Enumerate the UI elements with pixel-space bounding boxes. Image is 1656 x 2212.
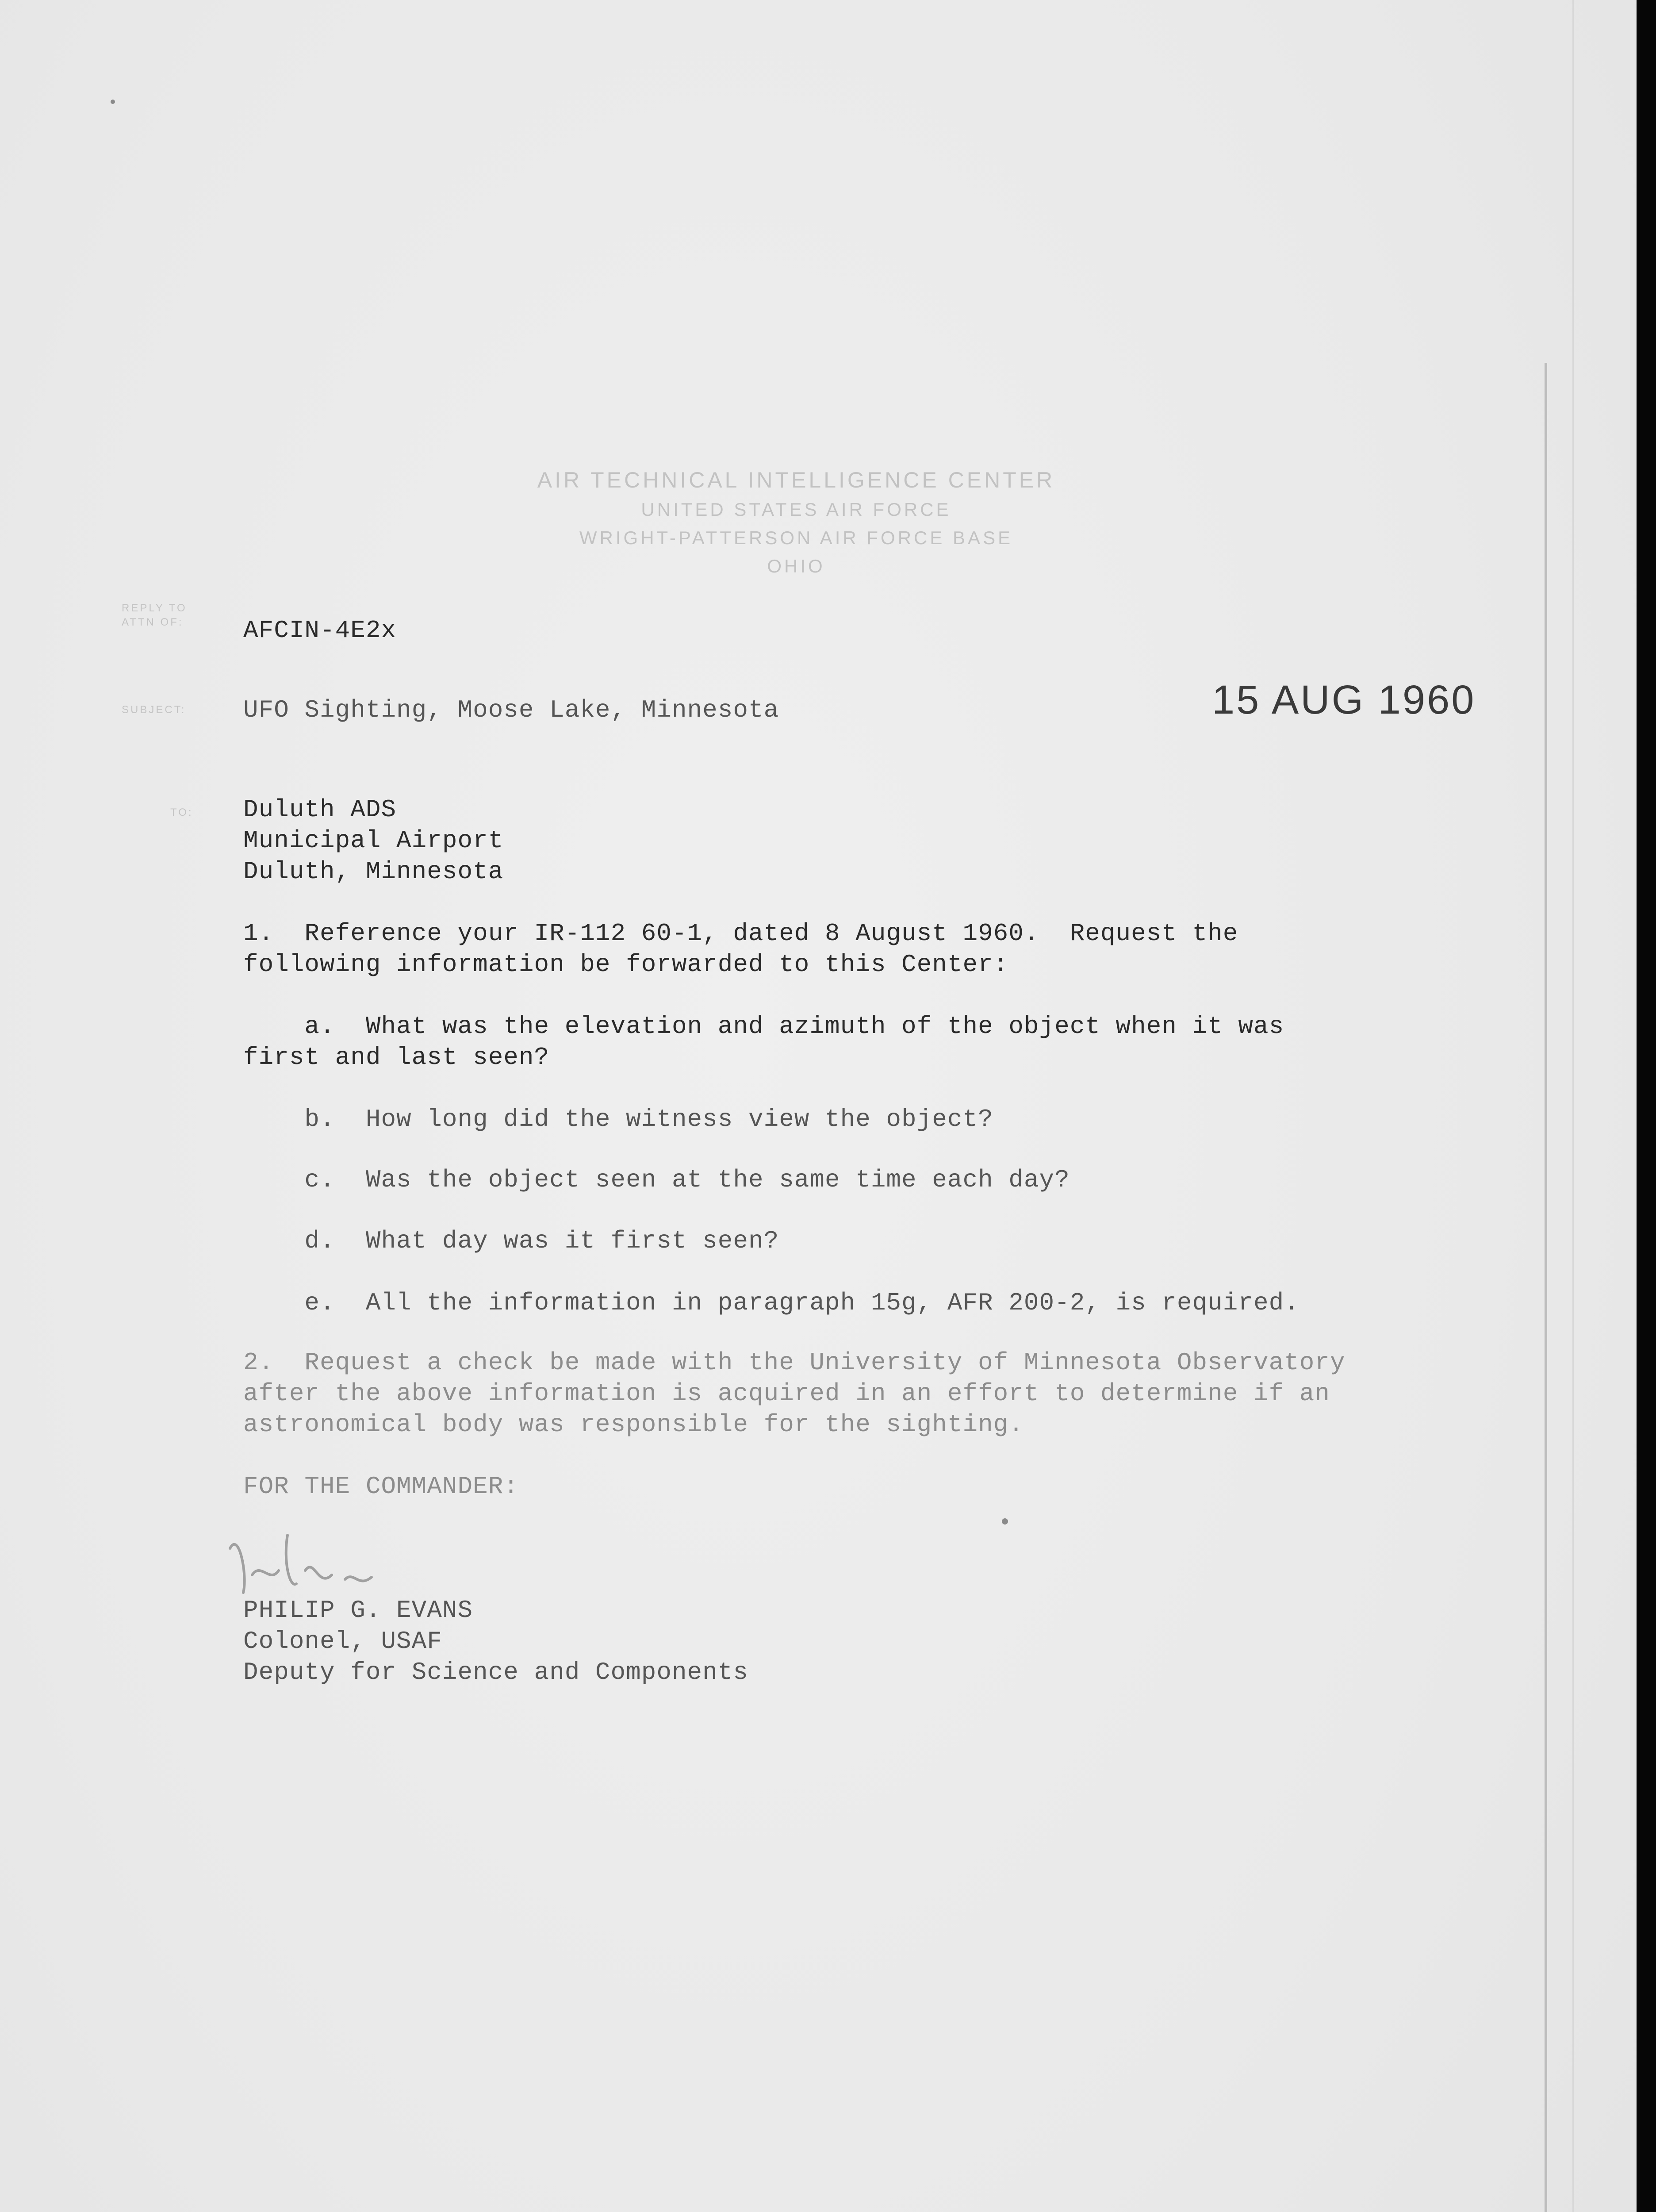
page-speck [111,100,115,104]
reply-to-label-1: REPLY TO [122,602,187,614]
reply-to-label-2: ATTN OF: [122,616,184,628]
letterhead-line-4: OHIO [767,556,825,576]
paragraph-1-line-1: 1. Reference your IR-112 60-1, dated 8 August 1960. Request the [243,919,1238,948]
signer-name: PHILIP G. EVANS [243,1596,473,1624]
page-edge-line [1545,363,1547,2212]
addressee-line-3: Duluth, Minnesota [243,857,504,886]
page-edge-line-secondary [1572,0,1574,2212]
addressee-line-1: Duluth ADS [243,795,397,824]
subject-label: SUBJECT: [122,704,186,716]
signer-rank: Colonel, USAF [243,1627,442,1655]
to-label: TO: [170,806,193,818]
item-a-line-2: first and last seen? [243,1043,550,1071]
paragraph-2-line-2: after the above information is acquired in an effort to determine if an [243,1379,1330,1408]
addressee-line-2: Municipal Airport [243,826,504,855]
item-b: b. How long did the witness view the object? [243,1105,993,1133]
item-a-line-1: a. What was the elevation and azimuth of the object when it was [243,1012,1284,1041]
paragraph-2-line-3: astronomical body was responsible for the sighting. [243,1410,1024,1439]
reply-code: AFCIN-4E2x [243,616,397,645]
item-e: e. All the information in paragraph 15g, AFR 200-2, is required. [243,1289,1300,1317]
paragraph-2-line-1: 2. Request a check be made with the University of Minnesota Observatory [243,1348,1346,1377]
item-d: d. What day was it first seen? [243,1227,779,1255]
letterhead-line-1: AIR TECHNICAL INTELLIGENCE CENTER [537,468,1055,492]
letterhead-line-3: WRIGHT-PATTERSON AIR FORCE BASE [579,527,1013,548]
page-speck [1002,1518,1008,1525]
item-c: c. Was the object seen at the same time each day? [243,1166,1070,1194]
paragraph-1-line-2: following information be forwarded to this Center: [243,950,1009,979]
letterhead-line-2: UNITED STATES AIR FORCE [641,499,951,520]
date-stamp: 15 AUG 1960 [1212,677,1476,722]
letterhead [487,465,1106,580]
for-the-commander: FOR THE COMMANDER: [243,1472,519,1501]
signer-title: Deputy for Science and Components [243,1658,748,1686]
subject-text: UFO Sighting, Moose Lake, Minnesota [243,696,779,724]
